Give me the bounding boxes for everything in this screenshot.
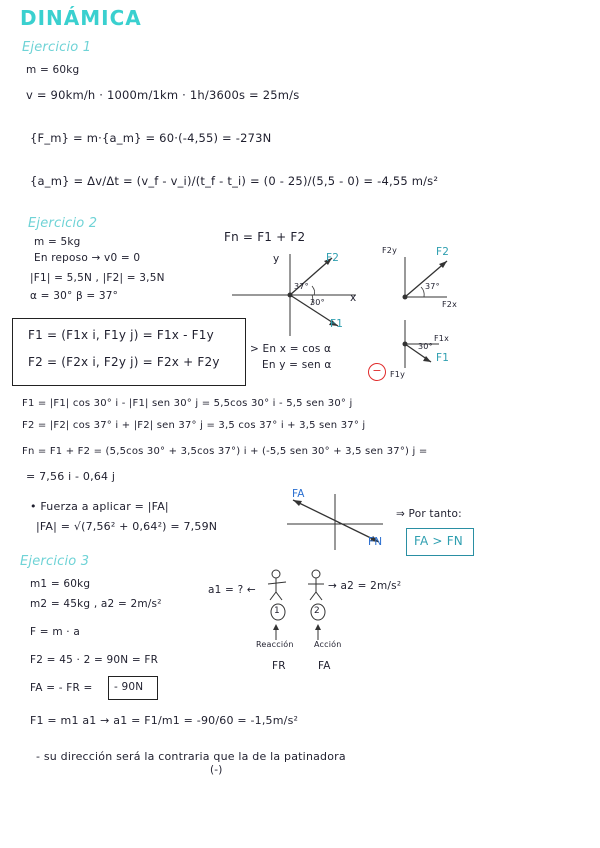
- ej1-force-equation: {F_m} = m·{a_m} = 60·(-4,55) = -273N: [30, 131, 272, 145]
- f2-decomposition-diagram: [395, 255, 465, 305]
- diagram4-fa-label: FA: [292, 488, 305, 500]
- side-note-x: > En x = cos α: [250, 343, 332, 355]
- diagram3-f1y-label: F1y: [390, 370, 406, 379]
- eq-fn-result: = 7,56 i - 0,64 j: [26, 470, 116, 483]
- eq-f1: F1 = |F1| cos 30° i - |F1| sen 30° j = 5,5cos 30° i - 5,5 sen 30° j: [22, 398, 353, 409]
- fr-label: FR: [272, 660, 286, 672]
- ej2-fn-sum: Fn = F1 + F2: [224, 230, 306, 244]
- side-note-y: En y = sen α: [262, 359, 332, 371]
- diagram2-angle: 37°: [425, 282, 440, 291]
- box-line-f2: F2 = (F2x i, F2y j) = F2x + F2y: [28, 355, 220, 369]
- ej3-newton-law: F = m · a: [30, 626, 80, 638]
- diagram3-f1x-label: F1x: [434, 334, 450, 343]
- diagram1-f2-label: F2: [326, 252, 340, 264]
- skater2-number: 2: [314, 606, 320, 616]
- section-heading-ej2: Ejercicio 2: [28, 216, 98, 231]
- ej2-rest: En reposo → v0 = 0: [34, 252, 141, 264]
- ej2-angles: α = 30° β = 37°: [30, 290, 119, 302]
- box-line-f1: F1 = (F1x i, F1y j) = F1x - F1y: [28, 328, 214, 342]
- ej3-mass2-accel: m2 = 45kg , a2 = 2m/s²: [30, 598, 162, 610]
- conclusion-text: ⇒ Por tanto:: [396, 508, 462, 520]
- fa-result-value: - 90N: [114, 681, 144, 693]
- a1-label: a1 = ? ←: [208, 584, 256, 596]
- eq-fa-magnitude: |FA| = √(7,56² + 0,64²) = 7,59N: [36, 520, 218, 533]
- eq-fn: Fn = F1 + F2 = (5,5cos 30° + 3,5cos 37°) i + (-5,5 sen 30° + 3,5 sen 37°) j =: [22, 446, 428, 457]
- eq-force-to-apply: • Fuerza a aplicar = |FA|: [30, 500, 169, 513]
- ej3-direction-sign: (-): [210, 764, 223, 776]
- ej1-acceleration-equation: {a_m} = Δv/Δt = (v_f - v_i)/(t_f - t_i) = (0 - 25)/(5,5 - 0) = -4,55 m/s²: [30, 174, 439, 188]
- ej3-direction-note: - su dirección será la contraria que la de la patinadora: [36, 750, 346, 763]
- eq-f2: F2 = |F2| cos 37° i + |F2| sen 37° j = 3,5 cos 37° i + 3,5 sen 37° j: [22, 420, 366, 431]
- ej1-mass: m = 60kg: [26, 64, 80, 76]
- ej3-fa: FA = - FR =: [30, 682, 93, 694]
- ej3-mass1: m1 = 60kg: [30, 578, 91, 590]
- diagram1-angle-30: 30°: [310, 298, 325, 307]
- ej1-velocity-conversion: v = 90km/h · 1000m/1km · 1h/3600s = 25m/s: [26, 88, 300, 102]
- section-heading-ej3: Ejercicio 3: [20, 554, 90, 569]
- diagram3-angle: 30°: [418, 342, 433, 351]
- ej2-mass: m = 5kg: [34, 236, 81, 248]
- diagram3-f1-label: F1: [436, 352, 450, 364]
- ej2-forces: |F1| = 5,5N , |F2| = 3,5N: [30, 272, 165, 284]
- diagram1-x-label: x: [350, 292, 357, 304]
- a2-label: → a2 = 2m/s²: [328, 580, 402, 592]
- diagram2-f2y-label: F2y: [382, 246, 398, 255]
- negative-sign-circle: −: [368, 363, 386, 381]
- conclusion-result: FA > FN: [414, 534, 463, 548]
- page-title: DINÁMICA: [20, 6, 142, 30]
- ej3-a1: F1 = m1 a1 → a1 = F1/m1 = -90/60 = -1,5m/s²: [30, 714, 299, 727]
- reaction-label: Reacción: [256, 640, 294, 649]
- diagram2-f2-label: F2: [436, 246, 450, 258]
- skaters-diagram: [262, 568, 332, 648]
- ej3-f2: F2 = 45 · 2 = 90N = FR: [30, 654, 159, 666]
- fa-label: FA: [318, 660, 331, 672]
- section-heading-ej1: Ejercicio 1: [22, 40, 92, 55]
- diagram2-f2x-label: F2x: [442, 300, 458, 309]
- diagram1-y-label: y: [273, 253, 280, 265]
- action-label: Acción: [314, 640, 342, 649]
- diagram1-f1-label: F1: [330, 318, 344, 330]
- skater1-number: 1: [274, 606, 280, 616]
- diagram4-fn-label: FN: [368, 536, 383, 548]
- diagram1-angle-37: 37°: [294, 282, 309, 291]
